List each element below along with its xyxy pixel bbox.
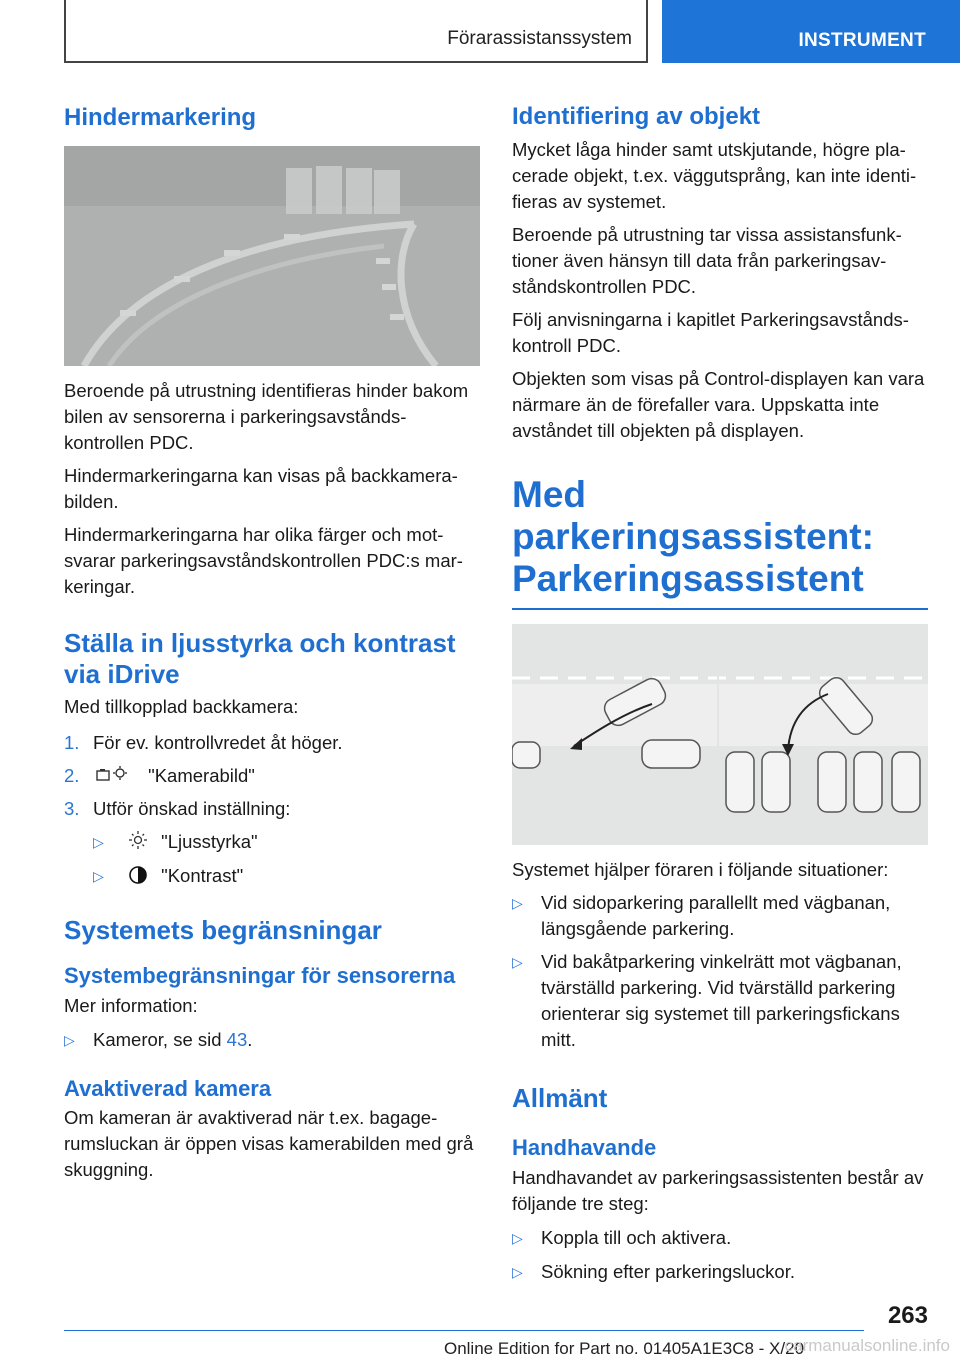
left-text-block	[64, 378, 480, 1183]
list-item-text: Vid bakåtparkering vinkelrätt mot vägbanan, tvärställd parkering. Vid tvärställd parkering orienterar sig systemet till parkeringsfickans mitt.	[541, 951, 902, 1050]
bullet-icon: ▷	[512, 895, 523, 911]
chapter-heading-line-1: Med parkeringsassistent:	[512, 474, 874, 557]
step-number: 2.	[64, 765, 80, 786]
section-title: Förarassistanssystem	[447, 28, 632, 49]
step-text: För ev. kontrollvredet åt höger.	[93, 732, 343, 753]
step-2	[64, 763, 480, 789]
heading-stalla-in: Ställa in ljusstyrka och kontrast via iDrive	[64, 628, 456, 689]
para-med-tillkopplad: Med tillkopplad backkamera:	[64, 696, 299, 717]
list-item-kameror	[64, 1027, 480, 1053]
step-text: Utför önskad inställning:	[93, 798, 291, 819]
situations-list	[512, 890, 928, 1053]
list-item-text: Sökning efter parkeringsluckor.	[541, 1261, 795, 1282]
contrast-icon	[128, 865, 150, 883]
settings-sublist	[93, 829, 480, 889]
steps-bullet-list	[512, 1225, 928, 1285]
step-number: 3.	[64, 798, 80, 819]
kameror-period: .	[247, 1029, 253, 1050]
sun-icon	[128, 830, 150, 848]
para-ident-3: Följ anvisningarna i kapitlet Parkeringsavstånds-kontroll PDC.	[512, 309, 909, 356]
para-ident-2: Beroende på utrustning tar vissa assistansfunk-tioner även hänsyn till data från parkeringsav-ståndskontrollen PDC.	[512, 224, 902, 297]
sub-item-text: "Ljusstyrka"	[161, 831, 258, 852]
chapter-heading-parkeringsassistent	[512, 474, 928, 600]
heading-handhavande: Handhavande	[512, 1135, 657, 1160]
watermark: carmanualsonline.info	[784, 1336, 950, 1355]
heading-rule	[512, 608, 928, 610]
steps-list	[64, 730, 480, 822]
camera-settings-icon	[95, 764, 129, 782]
bullet-icon: ▷	[512, 1230, 523, 1246]
para-avaktiverad: Om kameran är avaktiverad när t.ex. bagage-rumsluckan är öppen visas kamerabilden med grå skuggning.	[64, 1107, 474, 1180]
list-item-sokning	[512, 1259, 928, 1285]
info-list	[64, 1027, 480, 1053]
list-item-sidoparkering	[512, 890, 928, 942]
page-link-43[interactable]: 43	[226, 1029, 248, 1050]
parking-diagram-figure	[512, 624, 928, 845]
para-handhavande: Handhavandet av parkeringsassistenten består av följande tre steg:	[512, 1167, 924, 1214]
list-item-bakatparkering	[512, 949, 928, 1053]
bullet-icon: ▷	[93, 868, 104, 884]
bullet-icon: ▷	[64, 1032, 75, 1048]
para-mer-info: Mer information:	[64, 995, 198, 1016]
page-number: 263	[887, 1302, 928, 1329]
list-item-text: Vid sidoparkering parallellt med vägbanan, längsgående parkering.	[541, 892, 891, 939]
footer-edition: Online Edition for Part no. 01405A1E3C8 - X/20	[443, 1339, 805, 1358]
left-column	[64, 102, 480, 133]
camera-view-figure	[64, 146, 480, 366]
sub-item-brightness	[93, 829, 480, 855]
heading-begransningar: Systemets begränsningar	[64, 915, 382, 945]
chapter-title: INSTRUMENT	[798, 30, 926, 51]
step-1	[64, 730, 480, 756]
step-3	[64, 796, 480, 822]
step-number: 1.	[64, 732, 80, 753]
list-item-koppla	[512, 1225, 928, 1251]
para-systemet-hjalper: Systemet hjälper föraren i följande situationer:	[512, 859, 889, 880]
bullet-icon: ▷	[512, 954, 523, 970]
sub-item-text: "Kontrast"	[161, 865, 244, 886]
step-text: "Kamerabild"	[148, 765, 255, 786]
heading-avaktiverad: Avaktiverad kamera	[64, 1076, 272, 1101]
para-hinder-2: Hindermarkeringarna kan visas på backkamera-bilden.	[64, 465, 458, 512]
footer-rule	[64, 1330, 864, 1331]
para-ident-4: Objekten som visas på Control-displayen kan vara närmare än de förefaller vara. Uppskatta inte avståndet till objekten på displayen.	[512, 368, 925, 441]
para-hinder-3: Hindermarkeringarna har olika färger och mot-svarar parkeringsavståndskontrollen PDC:s mar-keringar.	[64, 524, 463, 597]
sub-item-contrast	[93, 863, 480, 889]
right-text-block	[512, 857, 928, 1285]
list-item-text: Koppla till och aktivera.	[541, 1227, 732, 1248]
header-chapter-tab	[662, 0, 960, 63]
heading-identifiering: Identifiering av objekt	[512, 103, 761, 130]
header-section-tab	[64, 0, 648, 63]
heading-sensorer: Systembegränsningar för sensorerna	[64, 963, 456, 988]
bullet-icon: ▷	[512, 1264, 523, 1280]
kameror-text: Kameror, se sid	[93, 1029, 227, 1050]
right-column	[512, 102, 928, 665]
bullet-icon: ▷	[93, 834, 104, 850]
chapter-heading-line-2: Parkeringsassistent	[512, 558, 864, 599]
heading-allmant: Allmänt	[512, 1083, 608, 1113]
para-hinder-1: Beroende på utrustning identifieras hinder bakom bilen av sensorerna i parkeringsavstånds-kontrollen PDC.	[64, 380, 469, 453]
heading-hindermarkering: Hindermarkering	[64, 104, 257, 131]
para-ident-1: Mycket låga hinder samt utskjutande, högre pla-cerade objekt, t.ex. väggutsprång, kan inte identi-fieras av systemet.	[512, 139, 917, 212]
